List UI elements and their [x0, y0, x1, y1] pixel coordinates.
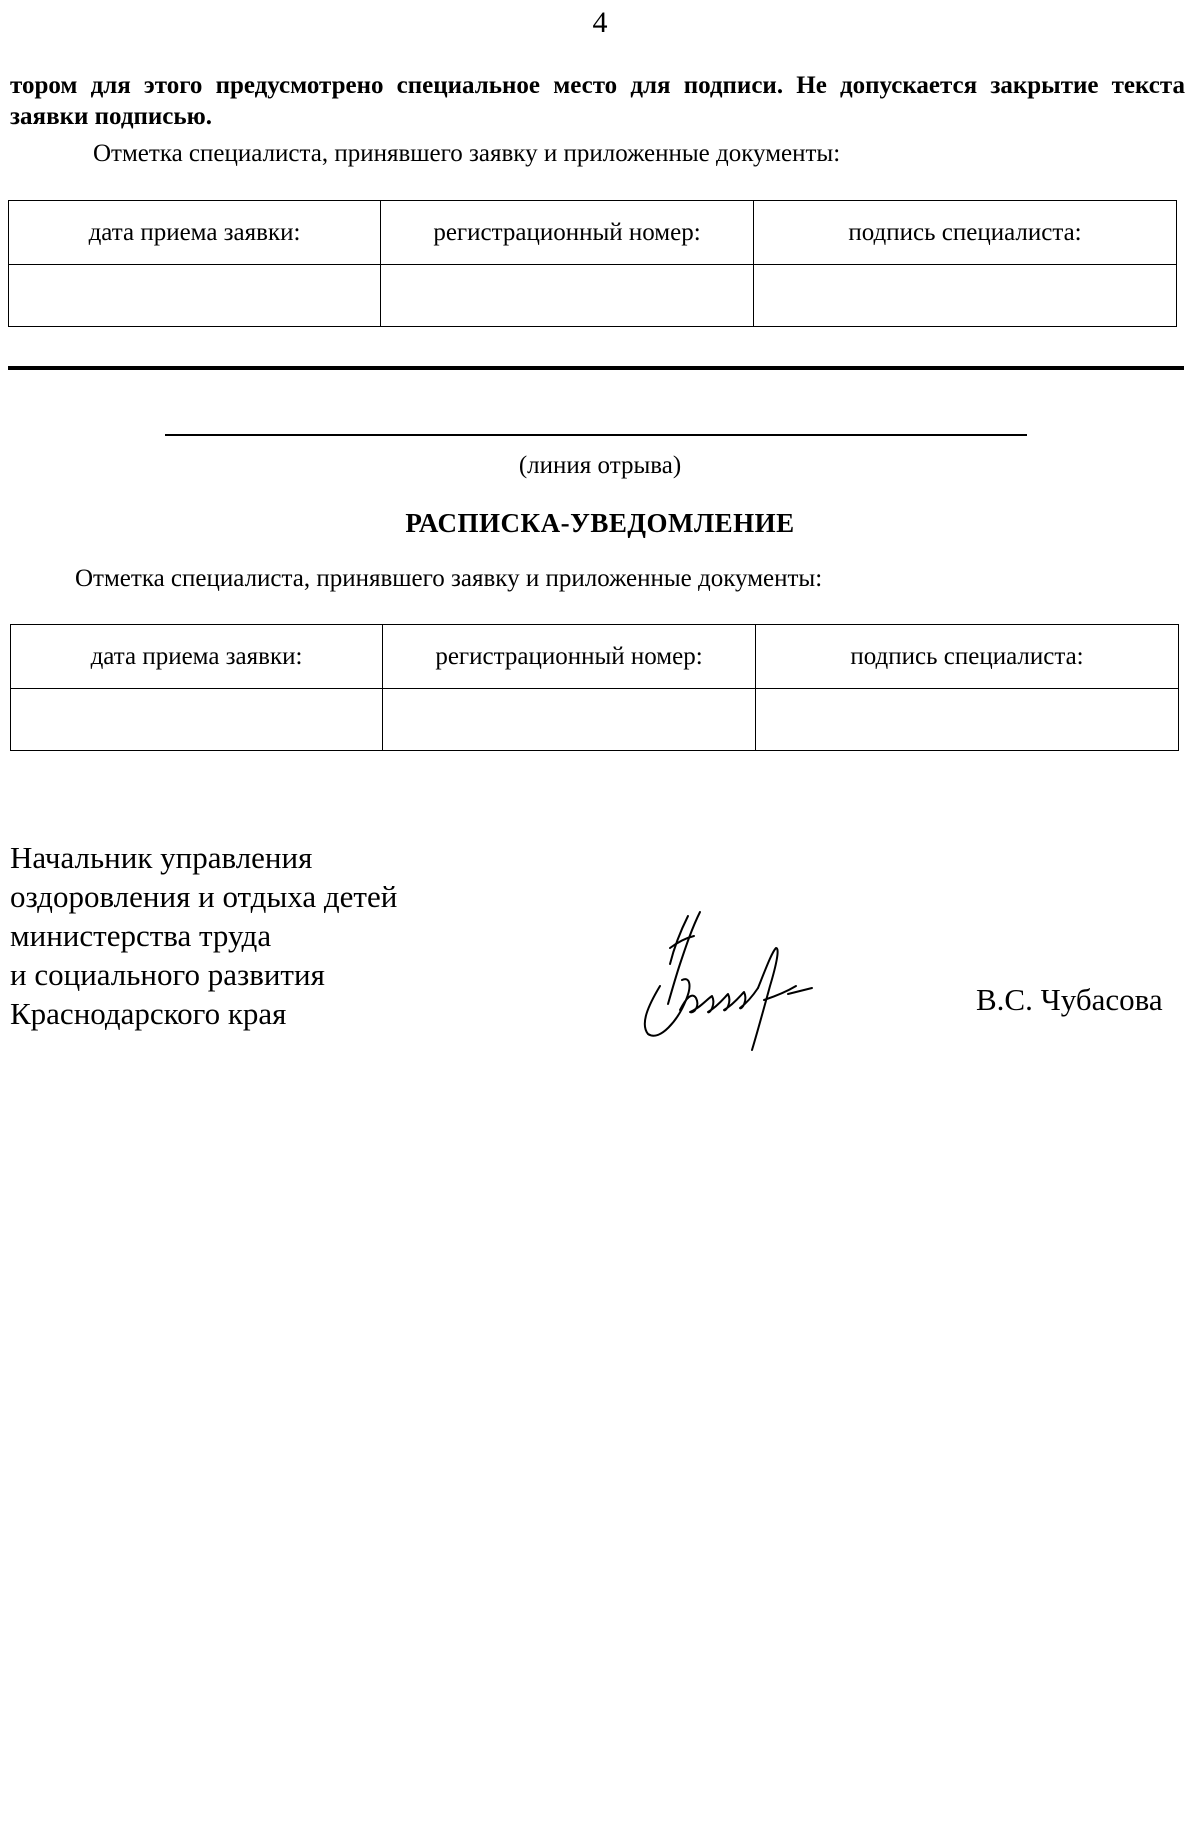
signer-position-line: министерства труда [10, 918, 272, 953]
receipt-registration-table [10, 624, 1179, 751]
cell-registration-number[interactable] [383, 689, 756, 751]
signer-position-line: и социального развития [10, 957, 325, 992]
receipt-title: РАСПИСКА-УВЕДОМЛЕНИЕ [405, 508, 795, 538]
intro-paragraph: тором для этого предусмотрено специальное место для подписи. Не допускается закрытие текста заявки подписью. [10, 72, 1185, 130]
signer-position [10, 838, 397, 1033]
signer-position-line: оздоровления и отдыха детей [10, 879, 398, 914]
cell-date-received[interactable] [9, 265, 381, 327]
header-date-received: дата приема заявки: [11, 625, 383, 689]
header-date-received: дата приема заявки: [9, 201, 381, 265]
page-number: 4 [592, 6, 608, 39]
tear-line-caption: (линия отрыва) [518, 452, 682, 479]
signer-name: В.С. Чубасова [976, 982, 1163, 1017]
cell-registration-number[interactable] [381, 265, 754, 327]
cell-date-received[interactable] [11, 689, 383, 751]
tear-line [165, 434, 1027, 436]
specialist-note: Отметка специалиста, принявшего заявку и приложенные документы: [93, 140, 841, 167]
header-specialist-signature: подпись специалиста: [754, 201, 1177, 265]
section-divider [8, 366, 1184, 370]
specialist-note: Отметка специалиста, принявшего заявку и приложенные документы: [75, 565, 823, 592]
header-registration-number: регистрационный номер: [381, 201, 754, 265]
handwritten-signature [630, 908, 850, 1058]
signer-position-line: Краснодарского края [10, 996, 287, 1031]
registration-table [8, 200, 1177, 327]
header-registration-number: регистрационный номер: [383, 625, 756, 689]
signer-position-line: Начальник управления [10, 840, 313, 875]
header-specialist-signature: подпись специалиста: [756, 625, 1179, 689]
cell-specialist-signature[interactable] [756, 689, 1179, 751]
cell-specialist-signature[interactable] [754, 265, 1177, 327]
